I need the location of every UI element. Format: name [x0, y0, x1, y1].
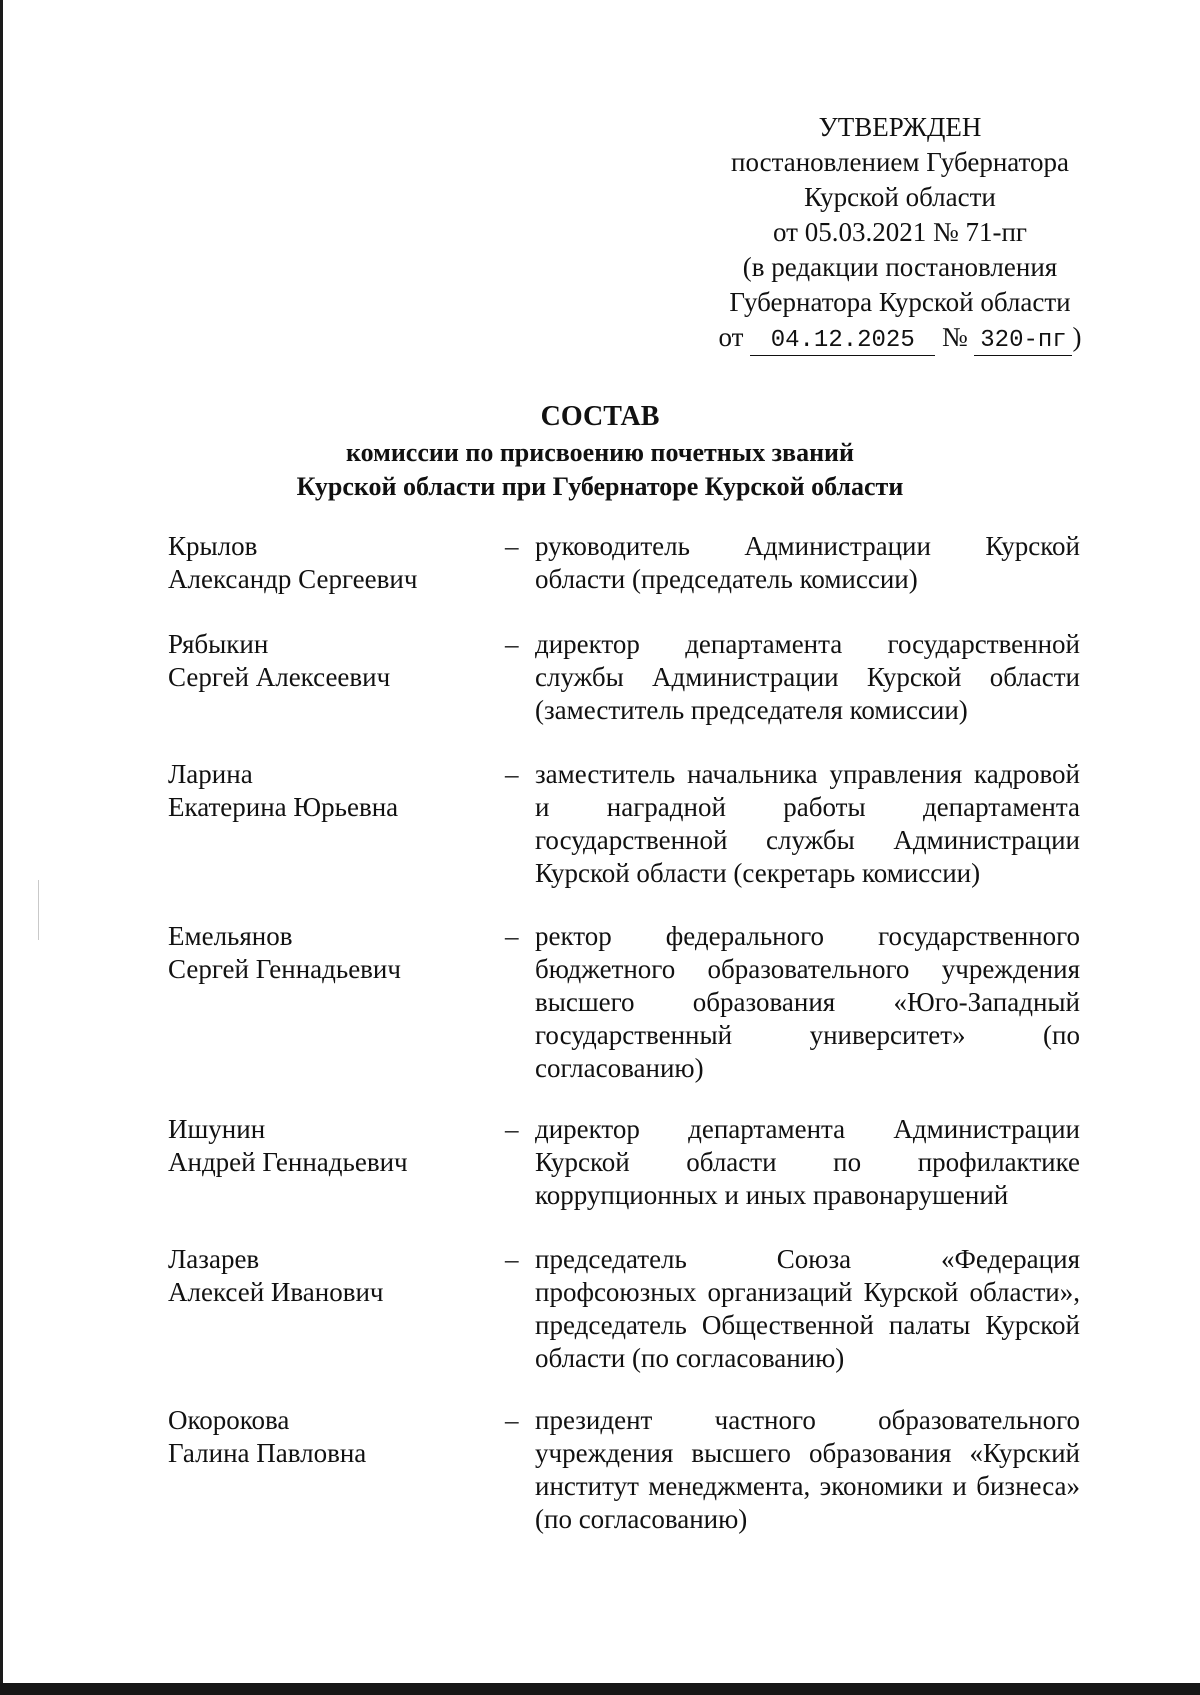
document-subtitle-line: комиссии по присвоению почетных званий — [345, 438, 855, 467]
page-left-edge — [0, 0, 3, 1695]
member-given-names: Галина Павловна — [168, 1438, 367, 1468]
document-heading — [0, 398, 1200, 504]
member-given-names: Александр Сергеевич — [168, 564, 418, 594]
member-role: ректор федерального государственного бюджетного образовательного учреждения высшего образования «Юго-Западный государственный университет» (по согласованию) — [535, 921, 1080, 1083]
member-name — [168, 530, 488, 596]
from-label: от — [718, 322, 744, 352]
dash: – — [505, 531, 519, 561]
member-surname: Емельянов — [168, 921, 293, 951]
approval-line: от 05.03.2021 № 71-пг — [773, 217, 1027, 247]
document-subtitle-line: Курской области при Губернаторе Курской области — [296, 472, 904, 501]
number-label: № — [941, 322, 968, 352]
member-role: председатель Союза «Федерация профсоюзных организаций Курской области», председатель Общественной палаты Курской области (по согласованию) — [535, 1244, 1080, 1373]
approval-line: постановлением Губернатора — [731, 147, 1069, 177]
member-given-names: Сергей Геннадьевич — [168, 954, 401, 984]
member-given-names: Екатерина Юрьевна — [168, 792, 399, 822]
member-surname: Крылов — [168, 531, 258, 561]
approval-title: УТВЕРЖДЕН — [818, 112, 982, 142]
member-role: директор департамента Администрации Курской области по профилактике коррупционных и иных правонарушений — [535, 1114, 1080, 1210]
close-paren: ) — [1072, 322, 1082, 352]
member-role: заместитель начальника управления кадровой и наградной работы департамента государственной службы Администрации Курской области (секретарь комиссии) — [535, 759, 1080, 888]
dash: – — [505, 759, 519, 789]
approval-line: (в редакции постановления — [742, 252, 1058, 282]
member-name — [168, 1404, 488, 1470]
dash: – — [505, 629, 519, 659]
member-name — [168, 1243, 488, 1309]
member-surname: Ларина — [168, 759, 253, 789]
dash: – — [505, 1114, 519, 1144]
member-surname: Лазарев — [168, 1244, 260, 1274]
document-title: СОСТАВ — [540, 401, 660, 432]
approval-line: Губернатора Курской области — [729, 287, 1071, 317]
dash: – — [505, 1244, 519, 1274]
approval-revision-line — [690, 320, 1110, 356]
member-given-names: Андрей Геннадьевич — [168, 1147, 408, 1177]
member-name — [168, 1113, 488, 1179]
member-role: директор департамента государственной службы Администрации Курской области (заместитель председателя комиссии) — [535, 629, 1080, 725]
member-name — [168, 758, 488, 824]
dash: – — [505, 921, 519, 951]
revision-date: 04.12.2025 — [750, 327, 935, 356]
member-surname: Рябыкин — [168, 629, 269, 659]
approval-line: Курской области — [804, 182, 996, 212]
dash: – — [505, 1405, 519, 1435]
member-given-names: Сергей Алексеевич — [168, 662, 391, 692]
member-role: руководитель Администрации Курской области (председатель комиссии) — [535, 531, 1080, 594]
scan-mark — [38, 880, 39, 940]
member-given-names: Алексей Иванович — [168, 1277, 384, 1307]
member-surname: Окорокова — [168, 1405, 290, 1435]
member-surname: Ишунин — [168, 1114, 266, 1144]
member-name — [168, 920, 488, 986]
member-role: президент частного образовательного учреждения высшего образования «Курский институт менеджмента, экономики и бизнеса» (по согласованию) — [535, 1405, 1080, 1534]
revision-number: 320-пг — [974, 327, 1072, 356]
page-bottom-edge — [0, 1683, 1200, 1695]
approval-block — [690, 110, 1110, 356]
member-name — [168, 628, 488, 694]
